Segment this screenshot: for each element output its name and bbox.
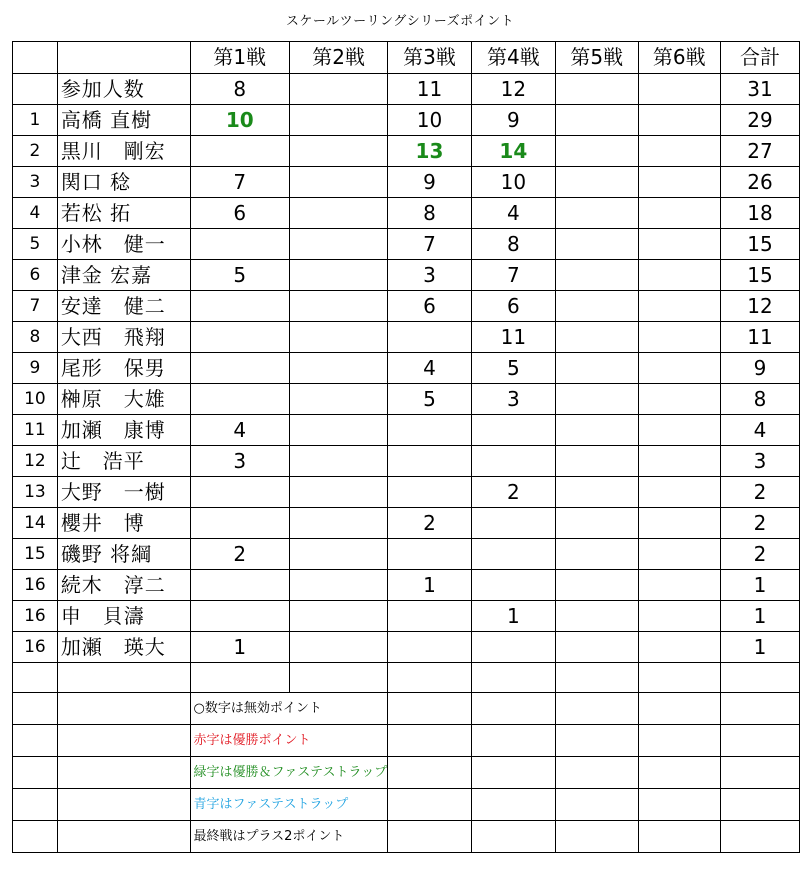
note-name-cell: [57, 821, 190, 853]
round-1-points-cell: 2: [190, 539, 289, 570]
round-6-points-cell: [638, 322, 720, 353]
driver-name-cell: 申 貝濤: [57, 601, 190, 632]
round-3-points-cell: 4: [388, 353, 471, 384]
round-2-points-cell: [289, 632, 387, 663]
round-3-points-cell: [388, 446, 471, 477]
total-points-cell: 15: [720, 260, 799, 291]
table-row: [13, 384, 800, 415]
round-4-points-cell: [471, 508, 555, 539]
note-rank-cell: [13, 693, 58, 725]
total-points-cell: 3: [720, 446, 799, 477]
participants-round-6: [638, 74, 720, 105]
round-6-points-cell: [638, 415, 720, 446]
table-row: [13, 477, 800, 508]
round-3-points-cell: [388, 477, 471, 508]
table-row: [13, 167, 800, 198]
participants-round-1: 8: [190, 74, 289, 105]
participants-round-5: [556, 74, 638, 105]
round-2-points-cell: [289, 477, 387, 508]
table-row: [13, 136, 800, 167]
blank-cell: [556, 663, 638, 693]
total-points-cell: 1: [720, 601, 799, 632]
round-5-points-cell: [556, 260, 638, 291]
round-1-points-cell: [190, 353, 289, 384]
round-2-points-cell: [289, 229, 387, 260]
round-4-points-cell: 3: [471, 384, 555, 415]
note-empty-cell: [556, 821, 638, 853]
total-points-cell: 2: [720, 508, 799, 539]
note-row: [13, 821, 800, 853]
round-6-points-cell: [638, 601, 720, 632]
points-table: [12, 41, 800, 853]
rank-cell: 8: [13, 322, 58, 353]
round-5-points-cell: [556, 570, 638, 601]
total-points-cell: 2: [720, 539, 799, 570]
participants-round-3: 11: [388, 74, 471, 105]
round-5-points-cell: [556, 291, 638, 322]
round-4-points-cell: [471, 632, 555, 663]
round-2-points-cell: [289, 446, 387, 477]
driver-name-cell: 黒川 剛宏: [57, 136, 190, 167]
round-6-points-cell: [638, 229, 720, 260]
note-empty-cell: [720, 821, 799, 853]
note-empty-cell: [720, 725, 799, 757]
round-1-points-cell: [190, 291, 289, 322]
round-1-points-cell: [190, 136, 289, 167]
note-empty-cell: [388, 693, 471, 725]
blank-cell: [190, 663, 289, 693]
rank-cell: 2: [13, 136, 58, 167]
note-empty-cell: [556, 789, 638, 821]
round-3-points-cell: [388, 539, 471, 570]
header-cell-round-6: 第6戦: [638, 42, 720, 74]
round-1-points-cell: 6: [190, 198, 289, 229]
round-1-points-cell: [190, 229, 289, 260]
round-4-points-cell: 4: [471, 198, 555, 229]
round-4-points-cell: 6: [471, 291, 555, 322]
round-4-points-cell: 8: [471, 229, 555, 260]
note-empty-cell: [720, 757, 799, 789]
round-6-points-cell: [638, 477, 720, 508]
note-row: [13, 693, 800, 725]
round-1-points-cell: [190, 322, 289, 353]
table-row: [13, 322, 800, 353]
round-2-points-cell: [289, 415, 387, 446]
table-row: [13, 508, 800, 539]
participants-row: [13, 74, 800, 105]
driver-name-cell: 加瀬 康博: [57, 415, 190, 446]
total-points-cell: 8: [720, 384, 799, 415]
blank-cell: [57, 663, 190, 693]
round-3-points-cell: [388, 322, 471, 353]
round-2-points-cell: [289, 601, 387, 632]
blank-cell: [13, 663, 58, 693]
round-2-points-cell: [289, 570, 387, 601]
rank-cell: 11: [13, 415, 58, 446]
table-row: [13, 632, 800, 663]
driver-name-cell: 大西 飛翔: [57, 322, 190, 353]
driver-name-cell: 辻 浩平: [57, 446, 190, 477]
driver-name-cell: 櫻井 博: [57, 508, 190, 539]
round-5-points-cell: [556, 632, 638, 663]
round-6-points-cell: [638, 508, 720, 539]
round-4-points-cell: 7: [471, 260, 555, 291]
legend-note: ○数字は無効ポイント: [190, 693, 388, 725]
table-row: [13, 229, 800, 260]
note-empty-cell: [471, 725, 555, 757]
note-empty-cell: [556, 693, 638, 725]
note-empty-cell: [471, 789, 555, 821]
table-row: [13, 539, 800, 570]
rank-cell: 10: [13, 384, 58, 415]
driver-name-cell: 加瀬 瑛大: [57, 632, 190, 663]
round-5-points-cell: [556, 446, 638, 477]
driver-name-cell: 磯野 将綱: [57, 539, 190, 570]
participants-round-2: [289, 74, 387, 105]
table-row: [13, 570, 800, 601]
blank-cell: [388, 663, 471, 693]
total-points-cell: 15: [720, 229, 799, 260]
table-row: [13, 105, 800, 136]
note-name-cell: [57, 757, 190, 789]
rank-cell: 1: [13, 105, 58, 136]
rank-cell: 13: [13, 477, 58, 508]
round-4-points-cell: 10: [471, 167, 555, 198]
total-points-cell: 9: [720, 353, 799, 384]
round-3-points-cell: [388, 632, 471, 663]
header-row: [13, 42, 800, 74]
note-rank-cell: [13, 789, 58, 821]
rank-cell: 15: [13, 539, 58, 570]
round-4-points-cell: 2: [471, 477, 555, 508]
round-4-points-cell: 14: [471, 136, 555, 167]
round-4-points-cell: [471, 539, 555, 570]
header-cell-name: [57, 42, 190, 74]
round-5-points-cell: [556, 539, 638, 570]
rank-cell: 4: [13, 198, 58, 229]
rank-cell: 6: [13, 260, 58, 291]
round-5-points-cell: [556, 601, 638, 632]
round-2-points-cell: [289, 291, 387, 322]
round-2-points-cell: [289, 260, 387, 291]
driver-name-cell: 安達 健二: [57, 291, 190, 322]
table-row: [13, 198, 800, 229]
round-5-points-cell: [556, 415, 638, 446]
round-2-points-cell: [289, 105, 387, 136]
rank-cell: 16: [13, 632, 58, 663]
total-points-cell: 29: [720, 105, 799, 136]
round-5-points-cell: [556, 105, 638, 136]
table-row: [13, 601, 800, 632]
round-3-points-cell: 1: [388, 570, 471, 601]
blank-cell: [289, 663, 387, 693]
round-1-points-cell: 5: [190, 260, 289, 291]
round-1-points-cell: 10: [190, 105, 289, 136]
round-6-points-cell: [638, 260, 720, 291]
round-4-points-cell: 5: [471, 353, 555, 384]
table-row: [13, 353, 800, 384]
round-6-points-cell: [638, 539, 720, 570]
round-6-points-cell: [638, 198, 720, 229]
round-5-points-cell: [556, 508, 638, 539]
round-6-points-cell: [638, 136, 720, 167]
round-1-points-cell: 7: [190, 167, 289, 198]
driver-name-cell: 関口 稔: [57, 167, 190, 198]
blank-row: [13, 663, 800, 693]
participants-rank-cell: [13, 74, 58, 105]
round-1-points-cell: [190, 477, 289, 508]
note-empty-cell: [720, 693, 799, 725]
round-6-points-cell: [638, 384, 720, 415]
round-5-points-cell: [556, 353, 638, 384]
table-row: [13, 260, 800, 291]
driver-name-cell: 小林 健一: [57, 229, 190, 260]
header-cell-rank: [13, 42, 58, 74]
total-points-cell: 26: [720, 167, 799, 198]
rank-cell: 3: [13, 167, 58, 198]
note-empty-cell: [638, 789, 720, 821]
round-5-points-cell: [556, 167, 638, 198]
note-empty-cell: [388, 821, 471, 853]
total-points-cell: 4: [720, 415, 799, 446]
round-1-points-cell: 1: [190, 632, 289, 663]
driver-name-cell: 高橋 直樹: [57, 105, 190, 136]
header-cell-round-2: 第2戦: [289, 42, 387, 74]
table-row: [13, 415, 800, 446]
rank-cell: 9: [13, 353, 58, 384]
note-row: [13, 725, 800, 757]
round-3-points-cell: [388, 601, 471, 632]
participants-total: 31: [720, 74, 799, 105]
round-4-points-cell: [471, 415, 555, 446]
round-2-points-cell: [289, 167, 387, 198]
note-row: [13, 757, 800, 789]
round-1-points-cell: [190, 570, 289, 601]
round-2-points-cell: [289, 384, 387, 415]
round-1-points-cell: [190, 601, 289, 632]
total-points-cell: 12: [720, 291, 799, 322]
table-body: [13, 42, 800, 853]
round-3-points-cell: 6: [388, 291, 471, 322]
round-5-points-cell: [556, 198, 638, 229]
round-6-points-cell: [638, 291, 720, 322]
round-6-points-cell: [638, 353, 720, 384]
round-6-points-cell: [638, 570, 720, 601]
note-name-cell: [57, 725, 190, 757]
total-points-cell: 1: [720, 570, 799, 601]
driver-name-cell: 榊原 大雄: [57, 384, 190, 415]
note-empty-cell: [471, 757, 555, 789]
round-2-points-cell: [289, 508, 387, 539]
driver-name-cell: 若松 拓: [57, 198, 190, 229]
total-points-cell: 2: [720, 477, 799, 508]
round-3-points-cell: 9: [388, 167, 471, 198]
note-name-cell: [57, 693, 190, 725]
note-empty-cell: [388, 789, 471, 821]
rank-cell: 16: [13, 570, 58, 601]
blank-cell: [638, 663, 720, 693]
total-points-cell: 1: [720, 632, 799, 663]
round-3-points-cell: 2: [388, 508, 471, 539]
round-5-points-cell: [556, 229, 638, 260]
header-cell-round-4: 第4戦: [471, 42, 555, 74]
driver-name-cell: 続木 淳二: [57, 570, 190, 601]
round-4-points-cell: [471, 570, 555, 601]
driver-name-cell: 大野 一樹: [57, 477, 190, 508]
note-empty-cell: [638, 757, 720, 789]
round-3-points-cell: 7: [388, 229, 471, 260]
note-empty-cell: [638, 725, 720, 757]
round-5-points-cell: [556, 477, 638, 508]
round-3-points-cell: [388, 415, 471, 446]
round-4-points-cell: 11: [471, 322, 555, 353]
legend-note: 赤字は優勝ポイント: [190, 725, 388, 757]
note-empty-cell: [638, 821, 720, 853]
participants-label: 参加人数: [57, 74, 190, 105]
round-3-points-cell: 13: [388, 136, 471, 167]
legend-note: 青字はファステストラップ: [190, 789, 388, 821]
note-empty-cell: [556, 725, 638, 757]
note-empty-cell: [388, 725, 471, 757]
round-2-points-cell: [289, 136, 387, 167]
round-6-points-cell: [638, 105, 720, 136]
note-rank-cell: [13, 725, 58, 757]
note-empty-cell: [471, 693, 555, 725]
note-rank-cell: [13, 821, 58, 853]
round-6-points-cell: [638, 167, 720, 198]
round-5-points-cell: [556, 322, 638, 353]
round-3-points-cell: 3: [388, 260, 471, 291]
round-3-points-cell: 5: [388, 384, 471, 415]
note-name-cell: [57, 789, 190, 821]
table-row: [13, 446, 800, 477]
table-row: [13, 291, 800, 322]
header-cell-total: 合計: [720, 42, 799, 74]
legend-note: 最終戦はプラス2ポイント: [190, 821, 388, 853]
total-points-cell: 18: [720, 198, 799, 229]
driver-name-cell: 尾形 保男: [57, 353, 190, 384]
rank-cell: 16: [13, 601, 58, 632]
driver-name-cell: 津金 宏嘉: [57, 260, 190, 291]
note-row: [13, 789, 800, 821]
blank-cell: [471, 663, 555, 693]
round-4-points-cell: 9: [471, 105, 555, 136]
legend-note: 緑字は優勝＆ファステストラップ: [190, 757, 388, 789]
round-2-points-cell: [289, 322, 387, 353]
rank-cell: 7: [13, 291, 58, 322]
page-title: スケールツーリングシリーズポイント: [285, 14, 515, 29]
round-1-points-cell: [190, 508, 289, 539]
note-empty-cell: [638, 693, 720, 725]
total-points-cell: 11: [720, 322, 799, 353]
note-empty-cell: [471, 821, 555, 853]
round-1-points-cell: 3: [190, 446, 289, 477]
round-5-points-cell: [556, 136, 638, 167]
round-6-points-cell: [638, 446, 720, 477]
round-5-points-cell: [556, 384, 638, 415]
note-empty-cell: [720, 789, 799, 821]
round-2-points-cell: [289, 353, 387, 384]
blank-cell: [720, 663, 799, 693]
round-2-points-cell: [289, 198, 387, 229]
rank-cell: 12: [13, 446, 58, 477]
round-2-points-cell: [289, 539, 387, 570]
round-4-points-cell: 1: [471, 601, 555, 632]
round-3-points-cell: 8: [388, 198, 471, 229]
header-cell-round-3: 第3戦: [388, 42, 471, 74]
total-points-cell: 27: [720, 136, 799, 167]
participants-round-4: 12: [471, 74, 555, 105]
header-cell-round-1: 第1戦: [190, 42, 289, 74]
note-empty-cell: [388, 757, 471, 789]
round-1-points-cell: 4: [190, 415, 289, 446]
note-empty-cell: [556, 757, 638, 789]
rank-cell: 14: [13, 508, 58, 539]
round-6-points-cell: [638, 632, 720, 663]
note-rank-cell: [13, 757, 58, 789]
round-4-points-cell: [471, 446, 555, 477]
header-cell-round-5: 第5戦: [556, 42, 638, 74]
rank-cell: 5: [13, 229, 58, 260]
round-3-points-cell: 10: [388, 105, 471, 136]
round-1-points-cell: [190, 384, 289, 415]
